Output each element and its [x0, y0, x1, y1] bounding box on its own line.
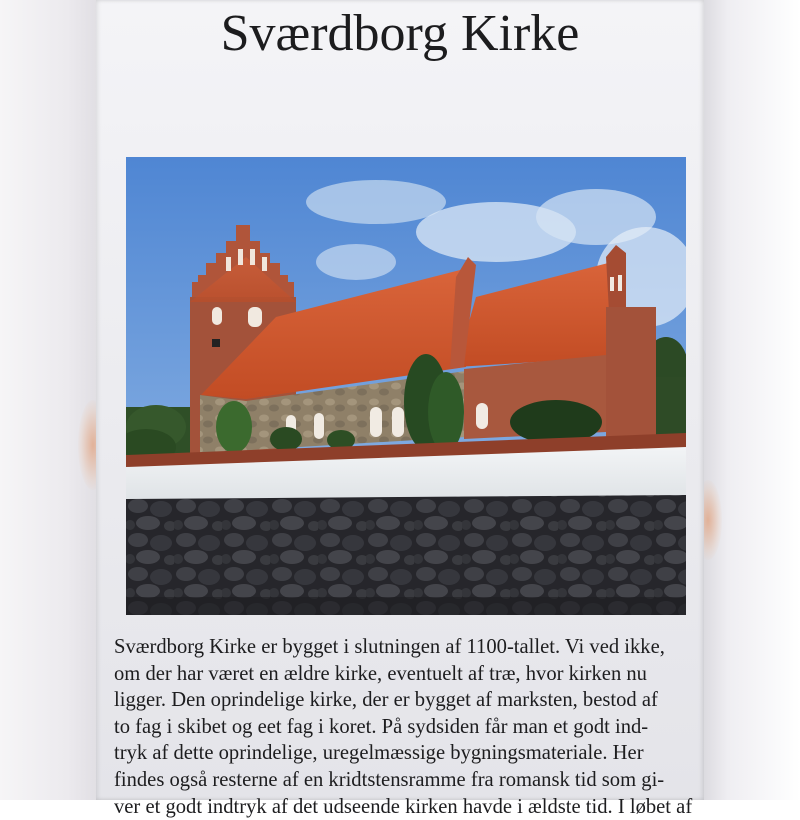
paragraph-line: om der har været en ældre kirke, eventuelt af træ, hvor kirken nu: [114, 662, 647, 685]
paragraph-line: ligger. Den oprindelige kirke, der er bygget af marksten, bestod af: [114, 689, 658, 712]
paragraph-line: findes også resterne af en kridtstensramme fra romansk tid som gi-: [114, 768, 665, 791]
page-title: Sværdborg Kirke: [220, 5, 580, 62]
paragraph-line: ver et godt indtryk af det udseende kirken havde i ældste tid. I løbet af: [114, 795, 693, 818]
paragraph-line: tryk af dette oprindelige, uregelmæssige bygningsmateriale. Her: [114, 742, 644, 765]
paragraph-line: to fag i skibet og eet fag i koret. På sydsiden får man et godt ind-: [114, 715, 649, 738]
body-paragraph: [114, 634, 702, 820]
background-right: [704, 0, 800, 800]
background-left: [0, 0, 96, 800]
paragraph-line: Sværdborg Kirke er bygget i slutningen af 1100-tallet. Vi ved ikke,: [114, 636, 665, 658]
church-photo: [126, 157, 686, 615]
